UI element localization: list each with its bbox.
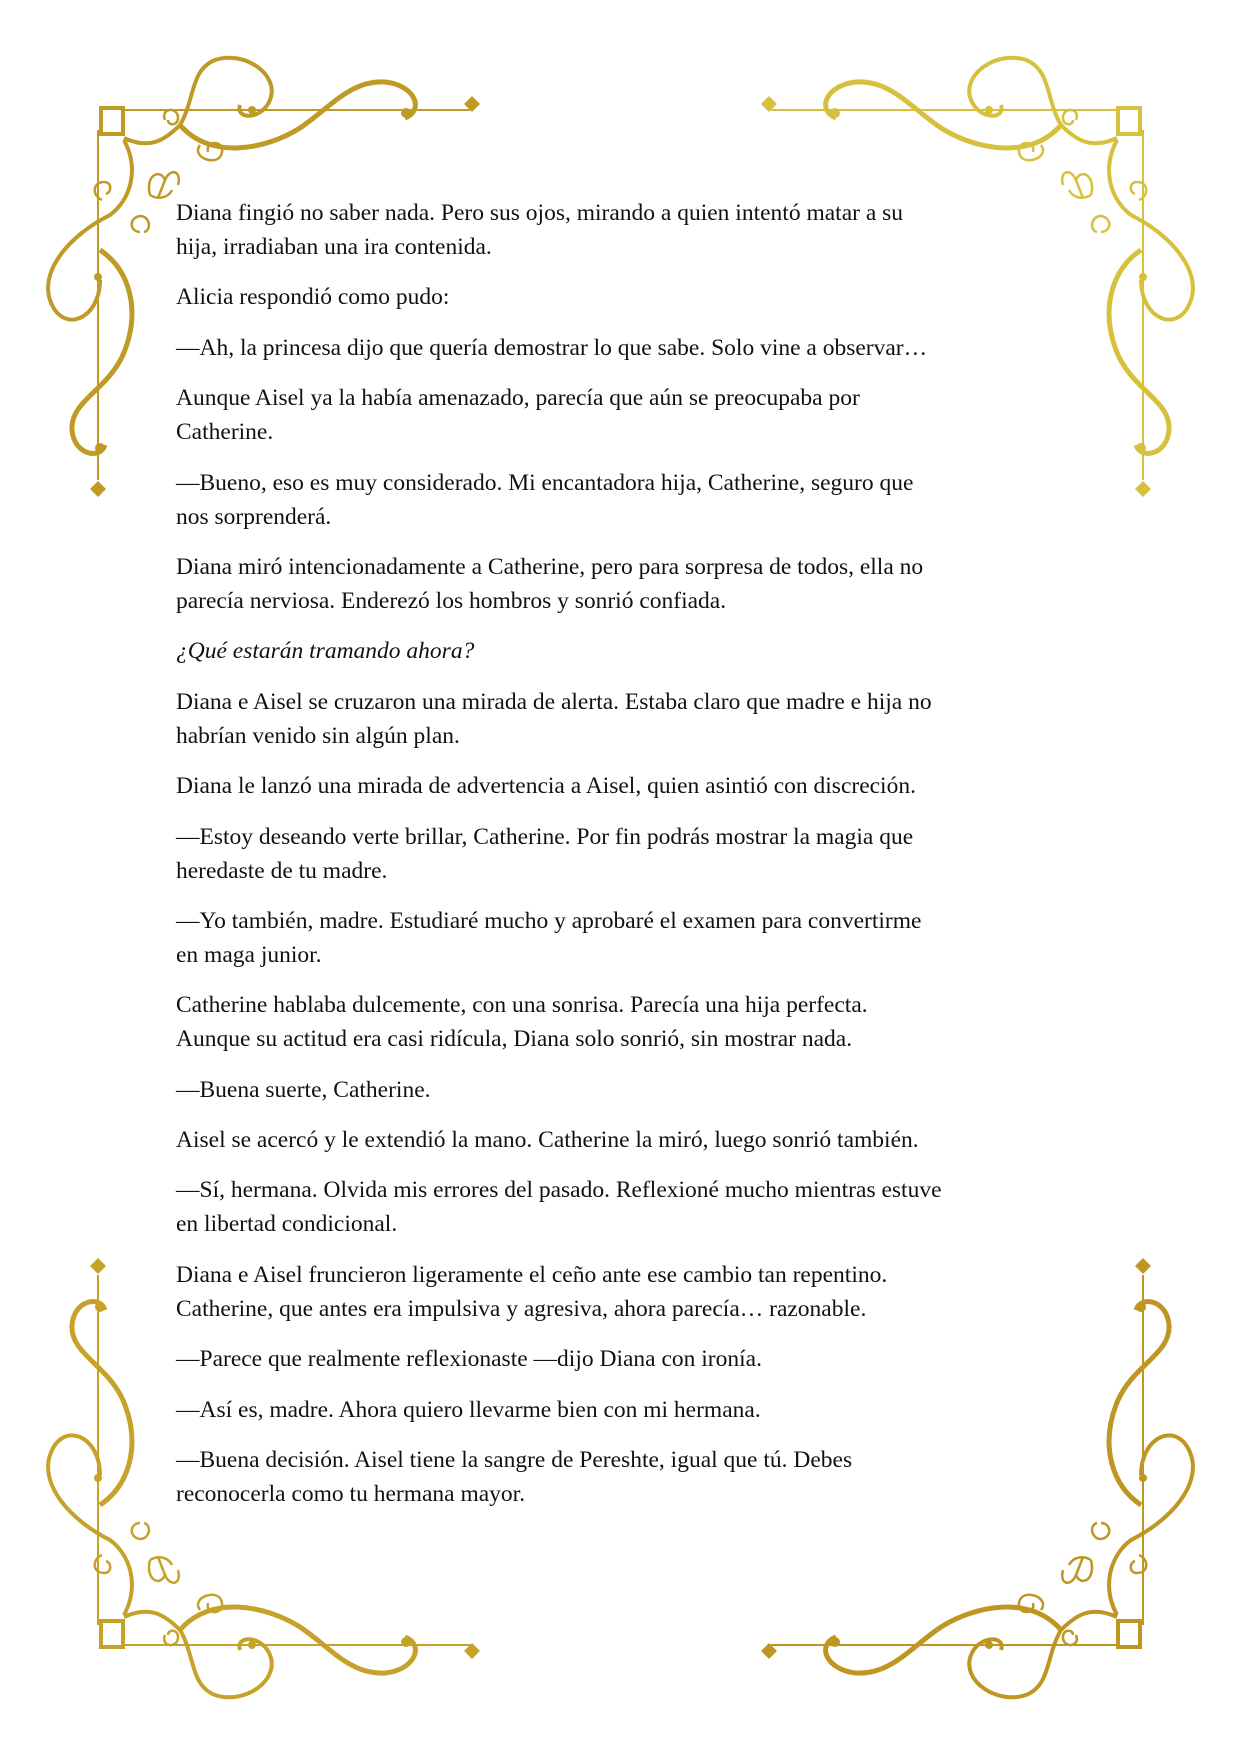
text-line: Catherine. xyxy=(176,419,274,446)
paragraph xyxy=(176,550,1076,618)
text-line: ¿Qué estarán tramando ahora? xyxy=(176,638,475,665)
paragraph xyxy=(176,988,1076,1056)
text-line: Aisel se acercó y le extendió la mano. Catherine la miró, luego sonrió también. xyxy=(176,1127,919,1154)
text-line: parecía nerviosa. Enderezó los hombros y sonrió confiada. xyxy=(176,587,727,614)
text-line: —Bueno, eso es muy considerado. Mi encantadora hija, Catherine, seguro que xyxy=(176,469,914,496)
text-line: habrían venido sin algún plan. xyxy=(176,722,460,749)
text-line: Aunque Aisel ya la había amenazado, parecía que aún se preocupaba por xyxy=(176,385,860,412)
paragraph xyxy=(176,1258,1076,1326)
paragraph xyxy=(176,769,1076,803)
dialogue-paragraph xyxy=(176,331,1076,365)
text-line: Diana le lanzó una mirada de advertencia a Aisel, quien asintió con discreción. xyxy=(176,773,916,800)
dialogue-paragraph xyxy=(176,1393,1076,1427)
text-line: heredaste de tu madre. xyxy=(176,857,388,884)
text-line: Diana miró intencionadamente a Catherine, pero para sorpresa de todos, ella no xyxy=(176,553,924,580)
text-line: —Parece que realmente reflexionaste —dijo Diana con ironía. xyxy=(176,1346,762,1373)
paragraph xyxy=(176,1123,1076,1157)
text-line: Diana fingió no saber nada. Pero sus ojos, mirando a quien intentó matar a su xyxy=(176,200,904,226)
inner-thought-paragraph xyxy=(176,634,1076,668)
document-body xyxy=(176,196,1076,1527)
text-line: Diana e Aisel fruncieron ligeramente el ceño ante ese cambio tan repentino. xyxy=(176,1261,888,1288)
dialogue-paragraph xyxy=(176,904,1076,972)
text-line: —Estoy deseando verte brillar, Catherine. Por fin podrás mostrar la magia que xyxy=(176,823,914,850)
text-line: en maga junior. xyxy=(176,941,322,968)
dialogue-paragraph xyxy=(176,1073,1076,1107)
text-line: hija, irradiaban una ira contenida. xyxy=(176,234,492,260)
text-line: —Yo también, madre. Estudiaré mucho y aprobaré el examen para convertirme xyxy=(176,907,922,934)
text-line: —Sí, hermana. Olvida mis errores del pasado. Reflexioné mucho mientras estuve xyxy=(176,1177,942,1204)
text-line: Aunque su actitud era casi ridícula, Diana solo sonrió, sin mostrar nada. xyxy=(176,1026,853,1053)
paragraph xyxy=(176,196,1076,264)
text-line: en libertad condicional. xyxy=(176,1211,398,1238)
text-line: Diana e Aisel se cruzaron una mirada de alerta. Estaba claro que madre e hija no xyxy=(176,688,932,715)
paragraph xyxy=(176,280,1076,314)
dialogue-paragraph xyxy=(176,466,1076,534)
dialogue-paragraph xyxy=(176,1342,1076,1376)
text-line: nos sorprenderá. xyxy=(176,503,332,530)
dialogue-paragraph xyxy=(176,820,1076,888)
dialogue-paragraph xyxy=(176,1173,1076,1241)
text-line: reconocerla como tu hermana mayor. xyxy=(176,1481,526,1508)
dialogue-paragraph xyxy=(176,1443,1076,1511)
text-line: —Buena suerte, Catherine. xyxy=(176,1076,431,1103)
paragraph xyxy=(176,381,1076,449)
text-line: Alicia respondió como pudo: xyxy=(176,284,450,311)
text-line: Catherine hablaba dulcemente, con una sonrisa. Parecía una hija perfecta. xyxy=(176,992,868,1019)
text-line: Catherine, que antes era impulsiva y agresiva, ahora parecía… razonable. xyxy=(176,1295,867,1322)
text-line: —Buena decisión. Aisel tiene la sangre de Pereshte, igual que tú. Debes xyxy=(176,1447,853,1474)
text-line: —Así es, madre. Ahora quiero llevarme bien con mi hermana. xyxy=(176,1396,761,1423)
paragraph xyxy=(176,685,1076,753)
text-line: —Ah, la princesa dijo que quería demostrar lo que sabe. Solo vine a observar… xyxy=(176,334,928,361)
